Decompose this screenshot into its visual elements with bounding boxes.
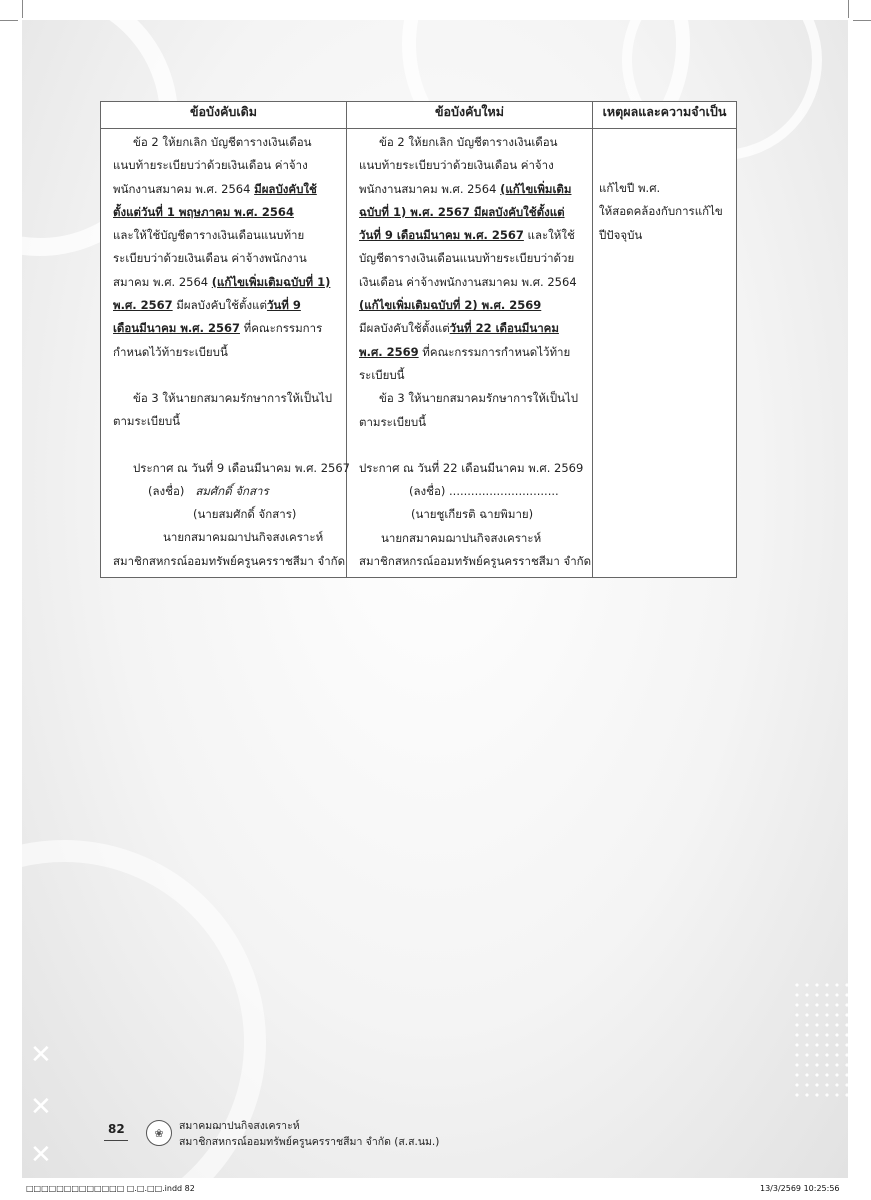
print-slug-filename: □□□□□□□□□□□□□ □.□.□□.indd 82	[26, 1184, 195, 1193]
text-line: สมาชิกสหกรณ์ออมทรัพย์ครูนครราชสีมา จำกัด	[359, 554, 592, 569]
crop-mark	[848, 0, 849, 18]
emphasis-text: ฉบับที่ 1) พ.ศ. 2567 มีผลบังคับใช้ตั้งแต่	[359, 204, 565, 219]
header-new-regulation: ข้อบังคับใหม่	[347, 102, 593, 129]
header-old-regulation: ข้อบังคับเดิม	[101, 102, 347, 129]
emphasis-text: พ.ศ. 2569	[359, 344, 419, 359]
emphasis-text: วันที่ 22 เดือนมีนาคม	[449, 321, 559, 336]
text-line: ข้อ 2 ให้ยกเลิก บัญชีตารางเงินเดือน	[379, 135, 558, 149]
crop-mark	[22, 0, 23, 18]
spacer	[599, 131, 728, 154]
text-span: (ลงชื่อ)	[148, 483, 185, 498]
spacer	[599, 154, 728, 177]
table-row	[101, 129, 737, 578]
text-line: นายกสมาคมฌาปนกิจสงเคราะห์	[163, 530, 324, 545]
text-line: ข้อ 2 ให้ยกเลิก บัญชีตารางเงินเดือน	[133, 135, 312, 149]
footer-org-name: สมาคมฌาปนกิจสงเคราะห์	[179, 1120, 300, 1132]
text-line	[359, 341, 584, 364]
text-line: แก้ไขปี พ.ศ.	[599, 181, 661, 195]
decorative-x-icon: ✕	[30, 1140, 52, 1170]
emphasis-text: มีผลบังคับใช้	[254, 181, 317, 196]
signature-line: (ลงชื่อ) ..............................	[409, 484, 559, 499]
text-line: (นายสมศักดิ์ จักสาร)	[193, 507, 297, 522]
text-span: ที่คณะกรรมการ	[239, 321, 323, 336]
text-line: ประกาศ ณ วันที่ 9 เดือนมีนาคม พ.ศ. 2567	[133, 460, 350, 475]
text-line: และให้ใช้บัญชีตารางเงินเดือนแนบท้าย	[113, 228, 305, 243]
text-line: ให้สอดคล้องกับการแก้ไข	[599, 204, 723, 219]
decorative-x-icon: ✕	[30, 1092, 52, 1122]
cell-new-regulation	[347, 129, 593, 578]
cell-reason	[593, 129, 737, 578]
text-line: แนบท้ายระเบียบว่าด้วยเงินเดือน ค่าจ้าง	[359, 158, 554, 173]
text-span: พนักงานสมาคม พ.ศ. 2564	[113, 181, 255, 196]
page-number-underline	[104, 1140, 128, 1141]
cell-old-regulation	[101, 129, 350, 578]
text-span: มีผลบังคับใช้ตั้งแต่	[172, 298, 267, 313]
emphasis-text: เดือนมีนาคม พ.ศ. 2567	[113, 321, 240, 336]
text-line	[113, 294, 338, 317]
crop-mark	[0, 20, 18, 21]
text-line: กำหนดไว้ท้ายระเบียบนี้	[113, 344, 228, 359]
text-span: และให้ใช้	[523, 228, 575, 243]
text-line: ข้อ 3 ให้นายกสมาคมรักษาการให้เป็นไป	[133, 390, 333, 405]
text-line: ตามระเบียบนี้	[359, 414, 426, 429]
text-line: ตามระเบียบนี้	[113, 414, 180, 429]
decorative-x-icon: ✕	[30, 1040, 52, 1070]
print-slug-timestamp: 13/3/2569 10:25:56	[760, 1184, 840, 1193]
text-line	[113, 178, 338, 201]
text-line: เงินเดือน ค่าจ้างพนักงานสมาคม พ.ศ. 2564	[359, 274, 577, 289]
signature-line	[113, 480, 338, 503]
spacer	[113, 364, 338, 387]
text-line: ระเบียบนี้	[359, 367, 405, 382]
text-line: บัญชีตารางเงินเดือนแนบท้ายระเบียบว่าด้วย	[359, 251, 575, 266]
emphasis-text: (แก้ไขเพิ่มเติม	[500, 181, 572, 196]
emphasis-text: (แก้ไขเพิ่มเติมฉบับที่ 2) พ.ศ. 2569	[359, 298, 542, 313]
signature-name: สมศักดิ์ จักสาร	[195, 483, 269, 498]
table-header-row	[101, 102, 737, 129]
text-span: พนักงานสมาคม พ.ศ. 2564	[359, 181, 501, 196]
text-line: ระเบียบว่าด้วยเงินเดือน ค่าจ้างพนักงาน	[113, 251, 307, 266]
text-line	[359, 317, 584, 340]
text-span: ที่คณะกรรมการกำหนดไว้ท้าย	[418, 344, 571, 359]
association-logo-icon: ❀	[146, 1120, 172, 1146]
emphasis-text: วันที่ 9	[266, 298, 301, 313]
emphasis-text: วันที่ 9 เดือนมีนาคม พ.ศ. 2567	[359, 228, 524, 243]
emphasis-text: พ.ศ. 2567	[113, 298, 173, 313]
text-span: สมาคม พ.ศ. 2564	[113, 274, 212, 289]
page-number: 82	[108, 1122, 125, 1136]
text-line	[113, 317, 338, 340]
footer-org-subtitle: สมาชิกสหกรณ์ออมทรัพย์ครูนครราชสีมา จำกัด (ส.ส.นม.)	[179, 1136, 440, 1148]
emphasis-text: (แก้ไขเพิ่มเติมฉบับที่ 1)	[211, 274, 331, 289]
text-line: ประกาศ ณ วันที่ 22 เดือนมีนาคม พ.ศ. 2569	[359, 460, 584, 475]
text-line: นายกสมาคมฌาปนกิจสงเคราะห์	[381, 530, 542, 545]
text-span: มีผลบังคับใช้ตั้งแต่	[359, 321, 450, 336]
text-line: สมาชิกสหกรณ์ออมทรัพย์ครูนครราชสีมา จำกัด	[113, 553, 346, 568]
decorative-dots	[792, 980, 848, 1100]
text-line: แนบท้ายระเบียบว่าด้วยเงินเดือน ค่าจ้าง	[113, 158, 308, 173]
text-line: ปีปัจจุบัน	[599, 227, 643, 242]
comparison-table	[100, 101, 737, 578]
emphasis-text: ตั้งแต่วันที่ 1 พฤษภาคม พ.ศ. 2564	[113, 204, 294, 219]
header-reason: เหตุผลและความจำเป็น	[593, 102, 737, 129]
text-line	[359, 224, 584, 247]
text-line: (นายชูเกียรติ ฉายพิมาย)	[411, 507, 534, 522]
spacer	[113, 434, 338, 457]
text-line	[359, 178, 584, 201]
text-line	[113, 271, 338, 294]
text-line: ข้อ 3 ให้นายกสมาคมรักษาการให้เป็นไป	[379, 391, 579, 406]
spacer	[359, 434, 584, 457]
crop-mark	[853, 20, 871, 21]
